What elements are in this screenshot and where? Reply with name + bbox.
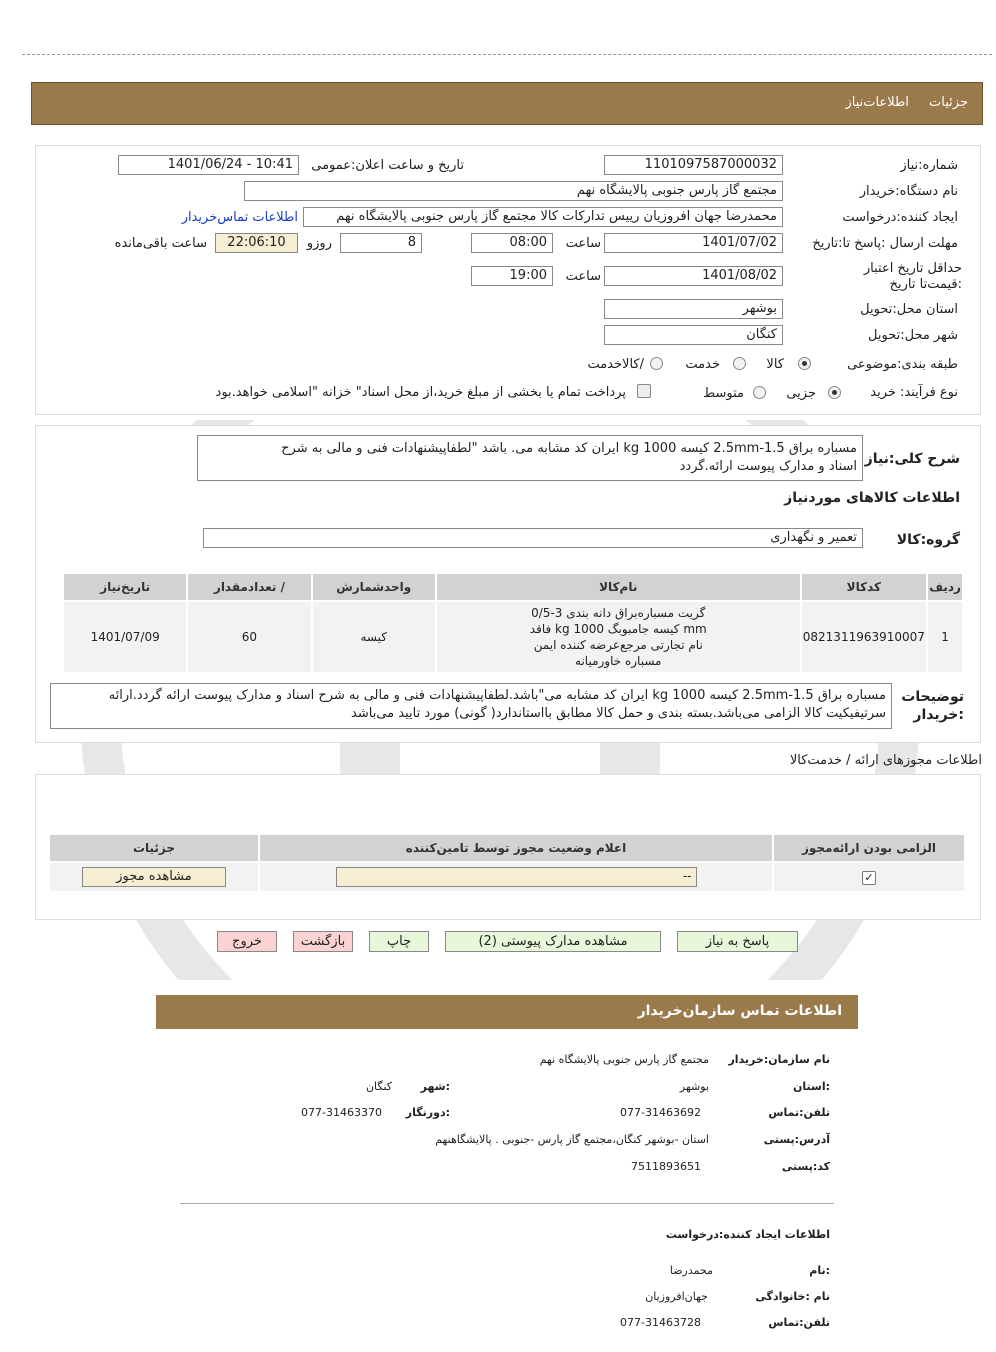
col-qty: / تعدادمقدار xyxy=(188,574,310,600)
exit-button[interactable]: خروج xyxy=(217,931,277,952)
row-number: 1 xyxy=(928,602,962,672)
contact-phone-label: تلفن:تماس xyxy=(768,1106,830,1119)
goods-table-header xyxy=(64,574,962,600)
city-label: شهر محل:تحویل xyxy=(868,328,958,343)
province-label: استان محل:تحویل xyxy=(860,302,958,317)
deadline-label: مهلت ارسال :پاسخ تا:تاریخ xyxy=(812,236,958,251)
buyer-notes-line-1: مسباره براق 1.5-2.5mm کیسه 1000 kg ایران کد مشابه می"باشد.لطفاپیشنهادات فنی و مالی به شرح اسناد و مدارک پیوست ارائه گردد.ارائه xyxy=(108,688,886,703)
back-button[interactable]: بازگشت xyxy=(293,931,353,952)
contact-address-value: استان -بوشهر کنگان،مجتمع گاز پارس -جنوبی . پالایشگاهنهم xyxy=(435,1133,709,1146)
col-date: تاریخ‌نیاز xyxy=(64,574,186,600)
contact-divider xyxy=(180,1203,834,1204)
contact-postal-label: کد:پستی xyxy=(781,1160,830,1173)
process-medium-radio[interactable] xyxy=(753,386,766,399)
goods-group-field: تعمیر و نگهداری xyxy=(203,528,863,548)
treasury-payment-note: پرداخت تمام یا بخشی از مبلغ خرید،از محل اسناد" خزانه "اسلامی خواهد.بود xyxy=(215,385,626,400)
validity-label: حداقل تاریخ اعتبار :قیمت‌تا تاریخ xyxy=(863,261,962,292)
buyer-notes-field xyxy=(50,683,892,729)
permit-required-cell xyxy=(774,863,964,891)
header-bar xyxy=(31,82,983,125)
contact-city-value: کنگان xyxy=(365,1080,392,1093)
permits-title: اطلاعات مجوزهای ارائه / خدمت‌کالا xyxy=(789,753,982,768)
row-code: 0821311963910007 xyxy=(802,602,926,672)
print-button[interactable]: چاپ xyxy=(369,931,429,952)
reply-button[interactable]: پاسخ به نیاز xyxy=(677,931,798,952)
buyer-notes-label: توضیحات :خریدار xyxy=(901,689,964,723)
creator-family-value: جهان‌افروزیان xyxy=(645,1290,708,1303)
col-name: نام‌کالا xyxy=(437,574,800,600)
row-name xyxy=(437,602,800,672)
col-unit: واحدشمارش xyxy=(313,574,435,600)
requester-label: ایجاد کننده:درخواست xyxy=(842,210,958,225)
description-line-2: اسناد و مدارک پیوست ارائه.گردد xyxy=(679,459,857,474)
deadline-date-field: 1401/07/02 xyxy=(604,233,783,253)
process-medium-label: متوسط xyxy=(703,386,744,401)
contact-city-label: :شهر xyxy=(420,1080,450,1093)
process-partial-label: جزیی xyxy=(786,386,816,401)
tab-details[interactable]: جزئیات xyxy=(929,95,968,110)
remaining-time-field: 22:06:10 xyxy=(215,233,298,253)
goods-info-heading: اطلاعات کالاهای موردنیاز xyxy=(784,490,960,506)
permits-table xyxy=(48,833,966,893)
announce-field: 1401/06/24 - 10:41 xyxy=(118,155,299,175)
creator-name-label: :نام xyxy=(809,1264,830,1277)
province-field: بوشهر xyxy=(604,299,783,319)
view-attachments-button[interactable]: مشاهده مدارک پیوستی (2) xyxy=(445,931,661,952)
remaining-label: ساعت باقی‌مانده xyxy=(114,236,207,251)
category-service-label: خدمت xyxy=(685,357,720,372)
permit-details-cell xyxy=(50,863,258,891)
row-name-line-4: مسباره خاورمیانه xyxy=(575,654,662,668)
table-row xyxy=(50,863,964,891)
creator-title: اطلاعات ایجاد کننده:درخواست xyxy=(665,1228,830,1241)
contact-phone-value: 077-31463692 xyxy=(620,1106,701,1119)
days-field: 8 xyxy=(340,233,422,253)
announce-label: تاریخ و ساعت اعلان:عمومی xyxy=(311,158,464,173)
deadline-time-label: ساعت xyxy=(565,236,601,251)
category-goods-radio[interactable] xyxy=(798,357,811,370)
buyer-contact-link[interactable]: اطلاعات تماس‌خریدار xyxy=(181,210,298,225)
permit-required-col: الزامی بودن ارائه‌مجوز xyxy=(774,835,964,861)
creator-name-value: محمدرضا xyxy=(669,1264,713,1277)
contact-province-label: :استان xyxy=(793,1080,830,1093)
row-qty: 60 xyxy=(188,602,310,672)
validity-date-field: 1401/08/02 xyxy=(604,266,783,286)
col-code: کدکالا xyxy=(802,574,926,600)
category-both-label: /کالاخدمت xyxy=(587,357,644,372)
description-line-1: مسباره براق 1.5-2.5mm کیسه 1000 kg ایران کد مشابه می. باشد "لطفاپیشنهادات فنی و مالی به شرح xyxy=(281,441,857,456)
top-divider xyxy=(22,54,992,55)
goods-group-label: گروه:کالا xyxy=(896,532,960,548)
process-label: نوع فرآیند: خرید xyxy=(870,385,958,400)
contact-fax-label: :دورنگار xyxy=(405,1106,450,1119)
creator-phone-label: تلفن:تماس xyxy=(768,1316,830,1329)
table-row xyxy=(64,602,962,672)
deadline-time-field: 08:00 xyxy=(471,233,553,253)
permit-status-field: -- xyxy=(336,867,697,887)
goods-table xyxy=(62,572,964,674)
contact-address-label: آدرس:پستی xyxy=(763,1133,830,1146)
col-row: ردیف xyxy=(928,574,962,600)
permit-status-col: اعلام وضعیت مجوز توسط تامین‌کننده xyxy=(260,835,772,861)
days-label: روزو xyxy=(306,236,332,251)
buyer-org-label: نام دستگاه:خریدار xyxy=(859,184,958,199)
contact-org-value: مجتمع گاز پارس جنوبی پالایشگاه نهم xyxy=(539,1053,709,1066)
treasury-payment-checkbox[interactable] xyxy=(637,384,651,398)
contact-org-label: نام سازمان:خریدار xyxy=(728,1053,830,1066)
view-permit-button[interactable]: مشاهده مجوز xyxy=(82,867,226,887)
category-service-radio[interactable] xyxy=(733,357,746,370)
row-name-line-1: گریت مسباره‌براق دانه بندی 3-0/5 xyxy=(531,606,706,620)
buyer-org-field: مجتمع گاز پارس جنوبی پالایشگاه نهم xyxy=(244,181,783,201)
creator-phone-value: 077-31463728 xyxy=(620,1316,701,1329)
contact-fax-value: 077-31463370 xyxy=(301,1106,382,1119)
permits-header xyxy=(50,835,964,861)
contact-postal-value: 7511893651 xyxy=(631,1160,701,1173)
validity-time-field: 19:00 xyxy=(471,266,553,286)
requester-field: محمدرضا جهان افروزیان رییس تدارکات کالا مجتمع گاز پارس جنوبی پالایشگاه نهم xyxy=(303,207,783,227)
row-date: 1401/07/09 xyxy=(64,602,186,672)
need-number-label: شماره:نیاز xyxy=(900,158,958,173)
buyer-contact-header: اطلاعات تماس سازمان‌خریدار xyxy=(156,995,858,1029)
category-label: طبقه بندی:موضوعی xyxy=(847,357,958,372)
buyer-notes-line-2: سرتیفیکیت کالا الزامی می‌باشد.بسته بندی و حمل کالا مطابق بااستاندارد( گونی) مورد تایید می‌باشد xyxy=(351,706,886,721)
permit-status-cell xyxy=(260,863,772,891)
tab-need-info[interactable]: اطلاعات‌نیاز xyxy=(845,95,909,110)
permit-required-checkbox[interactable]: ✓ xyxy=(862,871,876,885)
contact-province-value: بوشهر xyxy=(679,1080,709,1093)
process-partial-radio[interactable] xyxy=(828,386,841,399)
row-name-line-3: نام تجارتی مرجع‌عرضه کننده ایمن xyxy=(533,638,703,652)
row-name-line-2: mm کیسه جامبوبگ 1000 kg فاقد xyxy=(529,622,707,636)
row-unit: کیسه xyxy=(313,602,435,672)
validity-time-label: ساعت xyxy=(565,269,601,284)
category-goods-label: کالا xyxy=(766,357,784,372)
category-both-radio[interactable] xyxy=(650,357,663,370)
city-field: کنگان xyxy=(604,325,783,345)
creator-family-label: نام :خانوادگی xyxy=(755,1290,830,1303)
general-description-label: شرح کلی:نیاز xyxy=(864,451,960,467)
need-number-field: 1101097587000032 xyxy=(604,155,783,175)
permit-details-col: جزئیات xyxy=(50,835,258,861)
general-description-field xyxy=(197,435,863,481)
